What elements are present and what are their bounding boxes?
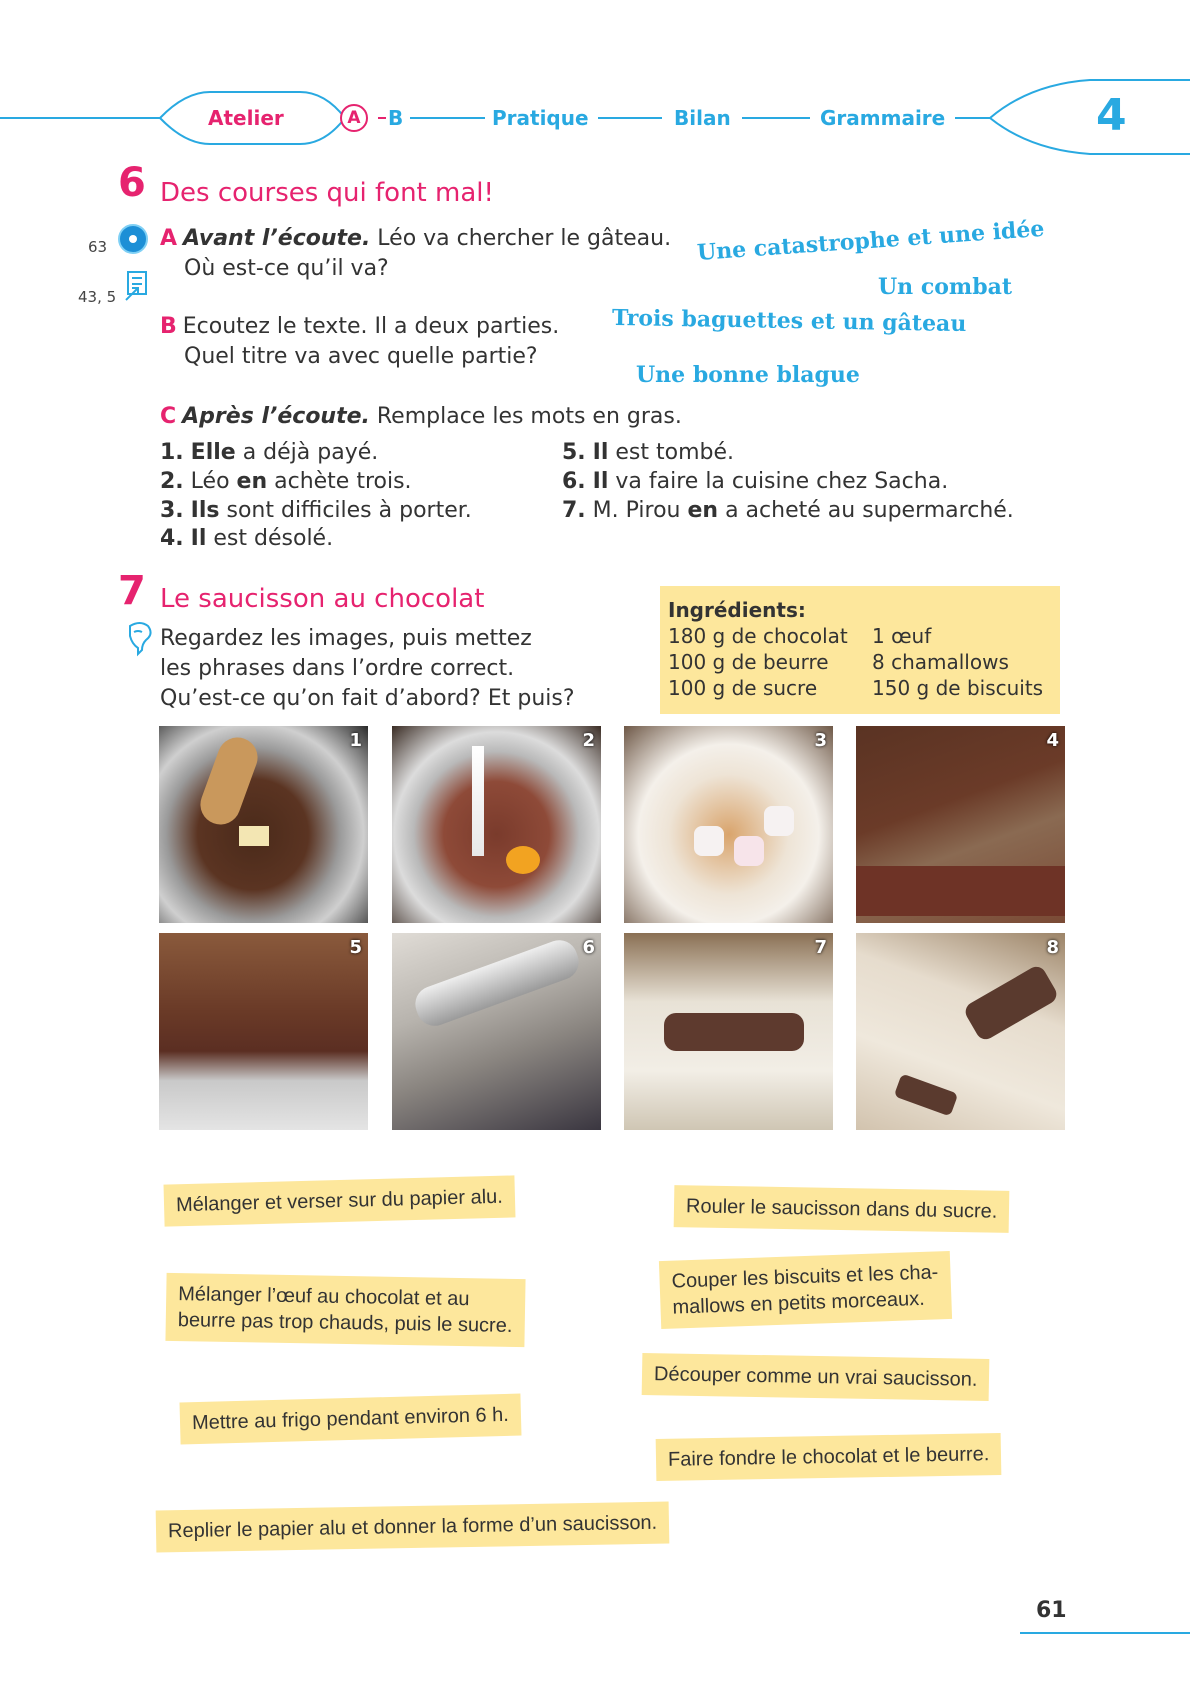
audio-cd-icon[interactable] [118, 224, 148, 254]
photo-number: 3 [814, 730, 827, 751]
sentence-note[interactable]: Découper comme un vrai saucisson. [642, 1353, 990, 1401]
recipe-photo-6 [392, 933, 601, 1130]
list-item: 1. Elle a déjà payé. [160, 440, 379, 465]
note-line: beurre pas trop chauds, puis le sucre. [177, 1309, 513, 1337]
title-option-1: Une catastrophe et une idée [696, 215, 1046, 266]
nav-bilan[interactable]: Bilan [674, 106, 731, 130]
exercise-7-line3: Qu’est-ce qu’on fait d’abord? Et puis? [160, 686, 575, 711]
recipe-photo-2 [392, 726, 601, 923]
exercise-6a-text: Léo va chercher le gâteau. [370, 226, 672, 251]
photo-number: 1 [349, 730, 362, 751]
page-number: 61 [1036, 1598, 1067, 1623]
exercise-6c-letter: C [160, 404, 177, 429]
ingredients-box [660, 586, 1060, 714]
sentence-note[interactable]: Rouler le saucisson dans du sucre. [674, 1185, 1010, 1233]
chapter-navigation-line [0, 70, 1190, 160]
exercise-6c-instruction [160, 402, 682, 432]
ingredient: 100 g de beurre [668, 650, 829, 674]
exercise-6c-bold: Après l’écoute. [182, 404, 370, 429]
list-item: 4. Il est désolé. [160, 526, 334, 551]
ingredient: 1 œuf [872, 624, 932, 648]
nav-pratique[interactable]: Pratique [492, 106, 589, 130]
photo-number: 5 [349, 937, 362, 958]
exercise-6b-text: Ecoutez le texte. Il a deux parties. [182, 314, 560, 339]
speaking-icon [124, 620, 154, 660]
exercise-6b-line1 [160, 312, 559, 342]
sentence-note[interactable]: Faire fondre le chocolat et le beurre. [656, 1433, 1002, 1481]
exercise-7-number: 7 [118, 568, 146, 614]
sentence-note[interactable]: Replier le papier alu et donner la forme d’un saucisson. [156, 1502, 670, 1553]
exercise-6b-letter: B [160, 314, 177, 339]
audio-track-number: 63 [88, 238, 108, 256]
recipe-photo-4 [856, 726, 1065, 923]
exercise-6a-line2: Où est-ce qu’il va? [184, 256, 389, 281]
recipe-photo-5 [159, 933, 368, 1130]
nav-atelier[interactable]: Atelier [208, 106, 284, 130]
ingredient: 180 g de chocolat [668, 624, 848, 648]
exercise-7-title: Le saucisson au chocolat [160, 584, 485, 614]
exercise-6a-line1 [160, 224, 671, 254]
exercise-6a-bold: Avant l’écoute. [183, 226, 371, 251]
ingredients-title: Ingrédients: [668, 598, 806, 622]
nav-section-a[interactable]: A [340, 104, 368, 132]
ingredient: 100 g de sucre [668, 676, 818, 700]
recipe-photo-7 [624, 933, 833, 1130]
note-line: Mélanger l’œuf au chocolat et au [178, 1283, 470, 1311]
recipe-photo-3 [624, 726, 833, 923]
exercise-6b-line2: Quel titre va avec quelle partie? [184, 344, 538, 369]
exercise-7-line2: les phrases dans l’ordre correct. [160, 656, 515, 681]
exercise-6-number: 6 [118, 160, 146, 206]
photo-number: 6 [582, 937, 595, 958]
chapter-number: 4 [1096, 90, 1127, 141]
list-item: 2. Léo en achète trois. [160, 469, 412, 494]
title-option-3: Trois baguettes et un gâteau [611, 304, 967, 338]
sentence-note[interactable] [659, 1251, 952, 1329]
photo-number: 2 [582, 730, 595, 751]
workbook-reference: 43, 5 [78, 288, 117, 306]
list-item: 7. M. Pirou en a acheté au supermarché. [562, 498, 1014, 523]
nav-grammaire[interactable]: Grammaire [820, 106, 946, 130]
photo-number: 4 [1046, 730, 1059, 751]
nav-section-b[interactable]: B [388, 106, 404, 130]
sentence-note[interactable]: Mettre au frigo pendant environ 6 h. [180, 1394, 522, 1445]
title-option-2: Un combat [878, 274, 1012, 300]
list-item: 3. Ils sont difficiles à porter. [160, 498, 472, 523]
title-option-4: Une bonne blague [636, 362, 860, 388]
note-line: mallows en petits morceaux. [672, 1287, 926, 1319]
photo-number: 8 [1046, 937, 1059, 958]
exercise-6-title: Des courses qui font mal! [160, 178, 494, 208]
note-line: Couper les biscuits et les cha- [671, 1261, 939, 1293]
workbook-icon [124, 270, 150, 302]
sentence-note[interactable] [165, 1273, 525, 1347]
recipe-photo-1 [159, 726, 368, 923]
exercise-6a-letter: A [160, 226, 178, 251]
exercise-6c-text: Remplace les mots en gras. [369, 404, 682, 429]
recipe-photo-8 [856, 933, 1065, 1130]
photo-number: 7 [814, 937, 827, 958]
page-footer-rule [1020, 1632, 1190, 1634]
exercise-7-line1: Regardez les images, puis mettez [160, 626, 532, 651]
sentence-note[interactable]: Mélanger et verser sur du papier alu. [164, 1175, 516, 1226]
ingredient: 8 chamallows [872, 650, 1009, 674]
list-item: 6. Il va faire la cuisine chez Sacha. [562, 469, 949, 494]
ingredient: 150 g de biscuits [872, 676, 1044, 700]
list-item: 5. Il est tombé. [562, 440, 735, 465]
